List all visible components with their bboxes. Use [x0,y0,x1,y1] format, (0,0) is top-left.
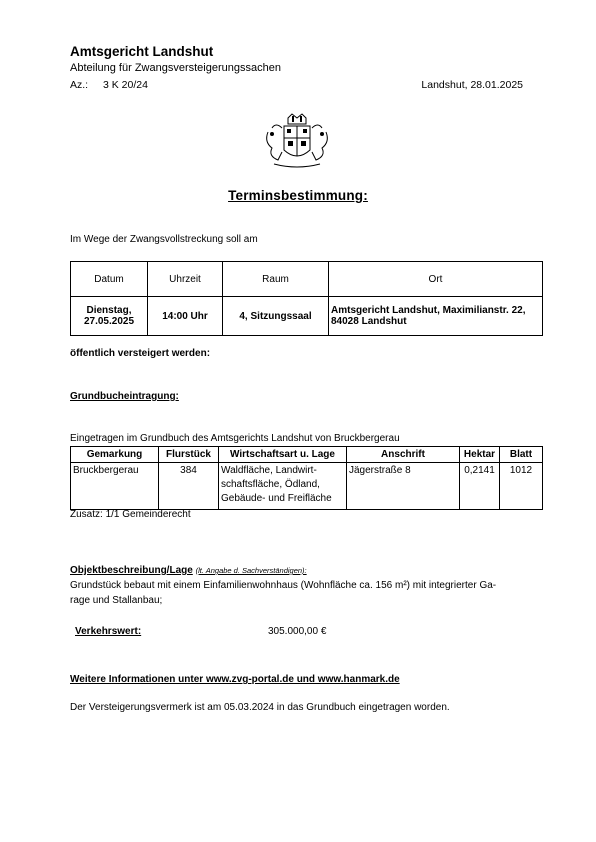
appointment-place: Amtsgericht Landshut, Maximilianstr. 22, 84028 Landshut [329,297,543,336]
col-flurstueck: Flurstück [159,447,219,463]
appointment-room: 4, Sitzungssaal [223,297,329,336]
file-number-label: Az.: [70,79,89,91]
land-register-text: Eingetragen im Grundbuch des Amtsgerichts Landshut von Bruckbergerau [70,433,400,444]
intro-text: Im Wege der Zwangsvollstreckung soll am [70,234,258,245]
auction-text: öffentlich versteigert werden: [70,348,211,359]
col-blatt: Blatt [500,447,543,463]
court-department: Abteilung für Zwangsversteigerungssachen [70,62,281,74]
cell-hektar: 0,2141 [460,463,500,510]
object-description-line1: Grundstück bebaut mit einem Einfamilienwohnhaus (Wohnfläche ca. 156 m²) mit integrierter Ga- [70,580,497,591]
market-value: 305.000,00 € [268,626,327,637]
appointment-date [71,297,148,336]
header-room: Raum [223,262,329,297]
bavarian-coat-of-arms-icon [262,112,332,170]
object-heading: Objektbeschreibung/Lage [70,565,193,576]
appointment-day: 27.05.2025 [83,316,135,327]
cell-wirtschaftsart: Waldfläche, Landwirt-schaftsfläche, Ödland, Gebäude- und Freifläche [219,463,347,510]
file-number: 3 K 20/24 [103,79,148,91]
appointment-time: 14:00 Uhr [148,297,223,336]
object-description-line2: rage und Stallanbau; [70,595,163,606]
appointment-table [70,261,543,336]
land-register-table [70,446,543,510]
land-register-addition: Zusatz: 1/1 Gemeinderecht [70,509,191,520]
col-hektar: Hektar [460,447,500,463]
cell-anschrift: Jägerstraße 8 [347,463,460,510]
cell-blatt: 1012 [500,463,543,510]
more-info-text: Weitere Informationen unter www.zvg-portal.de und www.hanmark.de [70,674,400,685]
header-time: Uhrzeit [148,262,223,297]
object-heading-note: (lt. Angabe d. Sachverständigen): [195,566,307,575]
appointment-weekday: Dienstag, [86,305,132,316]
market-value-label: Verkehrswert: [75,626,142,637]
table-row [71,463,543,510]
court-name: Amtsgericht Landshut [70,44,214,59]
closing-text: Der Versteigerungsvermerk ist am 05.03.2024 in das Grundbuch eingetragen worden. [70,702,450,713]
cell-flurstueck: 384 [159,463,219,510]
col-gemarkung: Gemarkung [71,447,159,463]
col-wirtschaftsart: Wirtschaftsart u. Lage [219,447,347,463]
land-register-heading: Grundbucheintragung: [70,391,179,402]
document-title: Terminsbestimmung: [228,188,368,203]
place-date: Landshut, 28.01.2025 [421,79,523,91]
header-place: Ort [329,262,543,297]
cell-gemarkung: Bruckbergerau [71,463,159,510]
object-heading-line [70,565,307,576]
col-anschrift: Anschrift [347,447,460,463]
header-date: Datum [71,262,148,297]
